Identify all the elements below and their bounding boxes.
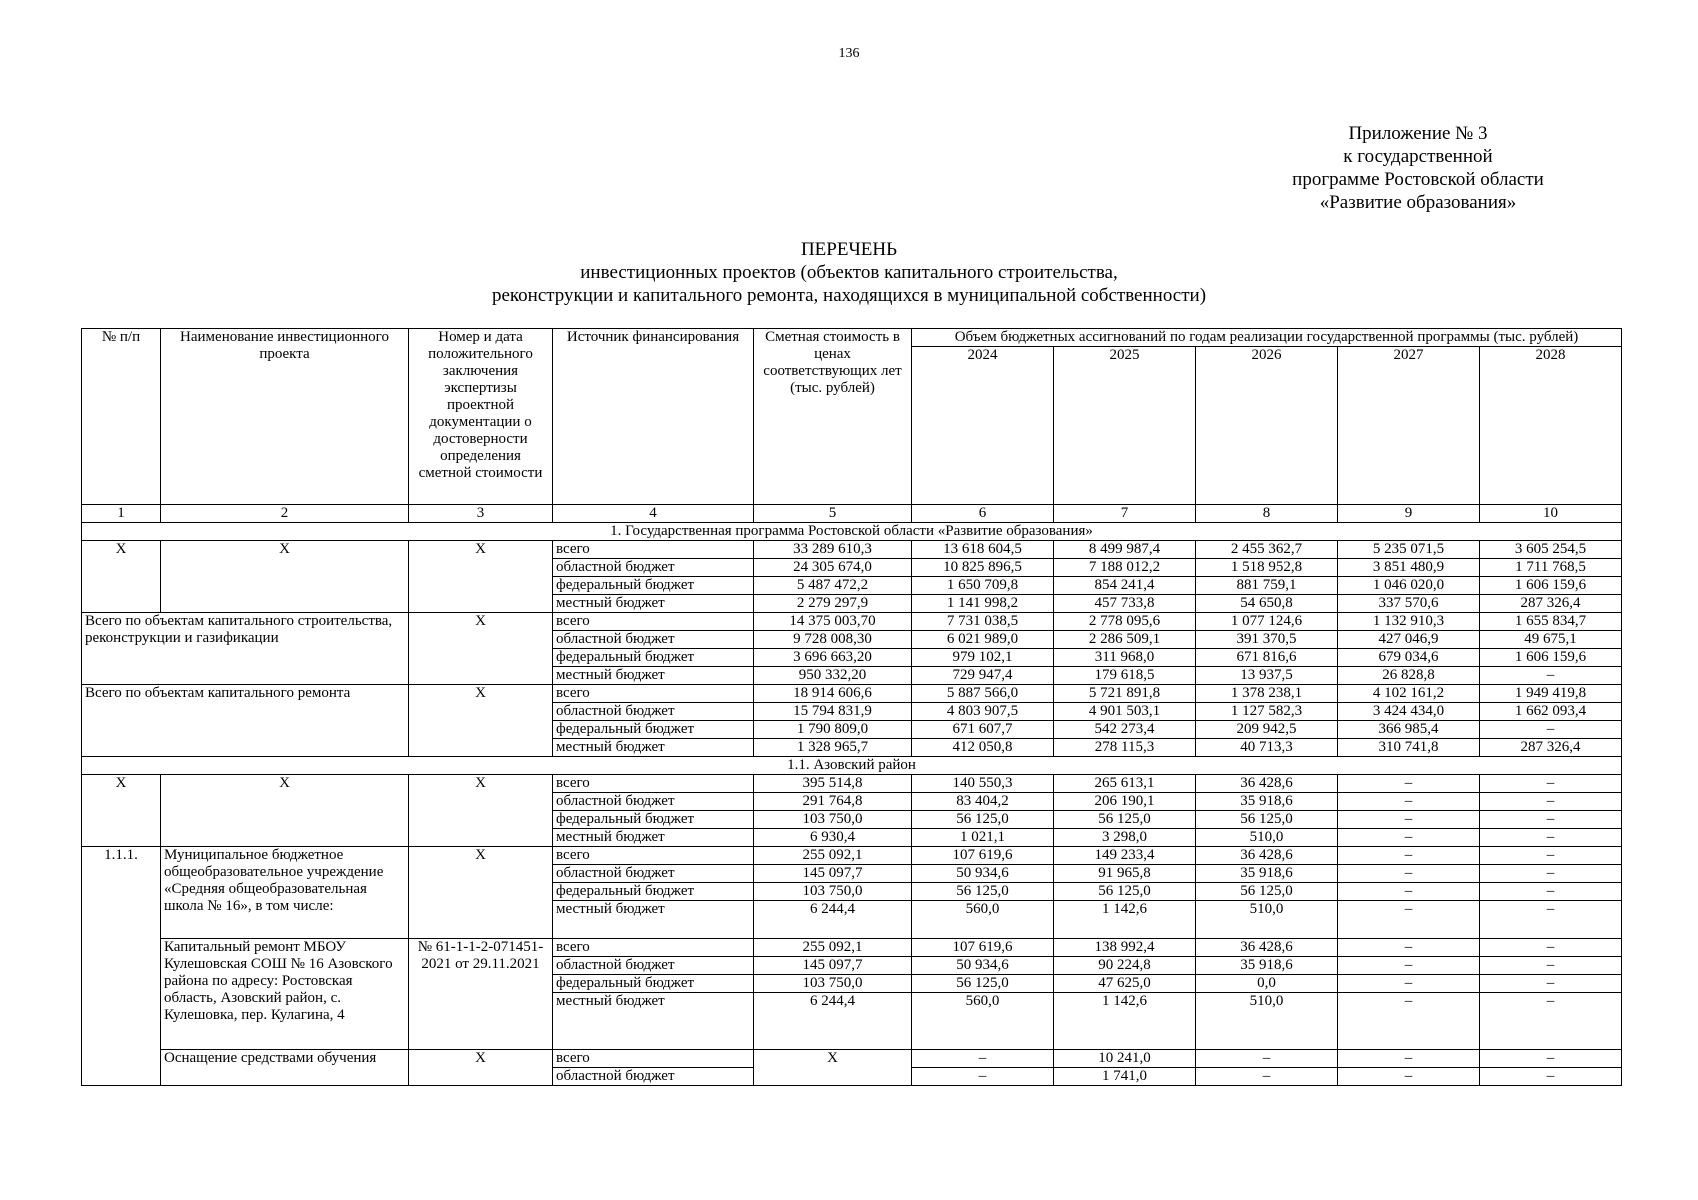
year-value: 671 816,6 bbox=[1196, 649, 1338, 667]
year-value: 35 918,6 bbox=[1196, 865, 1338, 883]
year-value: – bbox=[1196, 1068, 1338, 1086]
year-value: – bbox=[1338, 1050, 1480, 1068]
year-value: – bbox=[1480, 829, 1622, 847]
year-value: 542 273,4 bbox=[1054, 721, 1196, 739]
year-value: 510,0 bbox=[1196, 993, 1338, 1050]
year-value: – bbox=[1338, 829, 1480, 847]
year-value: 4 901 503,1 bbox=[1054, 703, 1196, 721]
project-name: Всего по объектам капитального строительства, реконструкции и газификации bbox=[82, 613, 409, 685]
investment-projects-table bbox=[81, 328, 1622, 1086]
funding-source: всего bbox=[553, 847, 754, 865]
cost-value: X bbox=[754, 1050, 912, 1086]
cost-value: 3 696 663,20 bbox=[754, 649, 912, 667]
cost-value: 103 750,0 bbox=[754, 811, 912, 829]
year-value: – bbox=[1338, 901, 1480, 939]
year-value: 56 125,0 bbox=[912, 883, 1054, 901]
appendix-line: «Развитие образования» bbox=[1319, 192, 1517, 213]
year-value: 1 662 093,4 bbox=[1480, 703, 1622, 721]
year-value: 2 286 509,1 bbox=[1054, 631, 1196, 649]
funding-source: федеральный бюджет bbox=[553, 883, 754, 901]
year-value: – bbox=[1338, 939, 1480, 957]
column-number: 8 bbox=[1196, 505, 1338, 523]
year-value: 1 606 159,6 bbox=[1480, 577, 1622, 595]
project-name: Капитальный ремонт МБОУ Кулешовская СОШ № 16 Азовского района по адресу: Ростовская область, Азовский район, с. Кулешовка, пер. Кулагина, 4 bbox=[161, 939, 409, 1050]
year-value: 391 370,5 bbox=[1196, 631, 1338, 649]
expertise-info: X bbox=[409, 613, 553, 685]
year-value: 47 625,0 bbox=[1054, 975, 1196, 993]
year-value: – bbox=[1480, 993, 1622, 1050]
year-value: – bbox=[1338, 793, 1480, 811]
year-value: – bbox=[1338, 865, 1480, 883]
cost-value: 1 328 965,7 bbox=[754, 739, 912, 757]
year-value: – bbox=[1480, 721, 1622, 739]
year-value: 729 947,4 bbox=[912, 667, 1054, 685]
year-value: 5 235 071,5 bbox=[1338, 541, 1480, 559]
cost-value: 9 728 008,30 bbox=[754, 631, 912, 649]
year-value: 209 942,5 bbox=[1196, 721, 1338, 739]
project-name: Всего по объектам капитального ремонта bbox=[82, 685, 409, 757]
year-value: 278 115,3 bbox=[1054, 739, 1196, 757]
year-value: 13 618 604,5 bbox=[912, 541, 1054, 559]
expertise-info: № 61-1-1-2-071451-2021 от 29.11.2021 bbox=[409, 939, 553, 1050]
cost-value: 395 514,8 bbox=[754, 775, 912, 793]
expertise-info: X bbox=[409, 685, 553, 757]
column-number: 6 bbox=[912, 505, 1054, 523]
year-value: 0,0 bbox=[1196, 975, 1338, 993]
year-value: 3 605 254,5 bbox=[1480, 541, 1622, 559]
year-value: 5 721 891,8 bbox=[1054, 685, 1196, 703]
year-value: – bbox=[1196, 1050, 1338, 1068]
row-num: 1.1.1. bbox=[82, 847, 161, 1086]
year-value: 1 046 020,0 bbox=[1338, 577, 1480, 595]
year-value: 56 125,0 bbox=[1196, 883, 1338, 901]
year-value: – bbox=[1338, 775, 1480, 793]
cost-value: 255 092,1 bbox=[754, 939, 912, 957]
cost-value: 5 487 472,2 bbox=[754, 577, 912, 595]
year-value: 56 125,0 bbox=[912, 975, 1054, 993]
appendix-line: Приложение № 3 bbox=[1348, 123, 1488, 144]
cost-value: 255 092,1 bbox=[754, 847, 912, 865]
column-number: 1 bbox=[82, 505, 161, 523]
expertise-info: X bbox=[409, 541, 553, 613]
page-number: 136 bbox=[838, 46, 860, 61]
cost-value: 103 750,0 bbox=[754, 975, 912, 993]
cost-value: 33 289 610,3 bbox=[754, 541, 912, 559]
year-value: 1 518 952,8 bbox=[1196, 559, 1338, 577]
cost-value: 15 794 831,9 bbox=[754, 703, 912, 721]
header-name: Наименование инвестиционного проекта bbox=[161, 329, 409, 505]
project-name: X bbox=[161, 775, 409, 847]
year-value: 36 428,6 bbox=[1196, 939, 1338, 957]
funding-source: федеральный бюджет bbox=[553, 975, 754, 993]
funding-source: местный бюджет bbox=[553, 901, 754, 939]
year-value: 56 125,0 bbox=[1054, 811, 1196, 829]
year-value: 49 675,1 bbox=[1480, 631, 1622, 649]
year-value: – bbox=[1480, 975, 1622, 993]
funding-source: областной бюджет bbox=[553, 559, 754, 577]
year-value: 366 985,4 bbox=[1338, 721, 1480, 739]
year-value: – bbox=[1338, 975, 1480, 993]
year-value: 4 803 907,5 bbox=[912, 703, 1054, 721]
year-value: 10 825 896,5 bbox=[912, 559, 1054, 577]
funding-source: областной бюджет bbox=[553, 1068, 754, 1086]
year-value: – bbox=[1480, 957, 1622, 975]
funding-source: областной бюджет bbox=[553, 703, 754, 721]
year-value: 7 731 038,5 bbox=[912, 613, 1054, 631]
year-value: 2 778 095,6 bbox=[1054, 613, 1196, 631]
year-value: – bbox=[1480, 793, 1622, 811]
year-value: 287 326,4 bbox=[1480, 739, 1622, 757]
year-value: 26 828,8 bbox=[1338, 667, 1480, 685]
year-value: 54 650,8 bbox=[1196, 595, 1338, 613]
year-value: 13 937,5 bbox=[1196, 667, 1338, 685]
year-value: 1 378 238,1 bbox=[1196, 685, 1338, 703]
year-value: 854 241,4 bbox=[1054, 577, 1196, 595]
title-line: инвестиционных проектов (объектов капитального строительства, bbox=[580, 262, 1118, 283]
year-value: – bbox=[1480, 865, 1622, 883]
year-value: 510,0 bbox=[1196, 901, 1338, 939]
cost-value: 1 790 809,0 bbox=[754, 721, 912, 739]
year-value: 1 141 998,2 bbox=[912, 595, 1054, 613]
year-value: 40 713,3 bbox=[1196, 739, 1338, 757]
year-value: 7 188 012,2 bbox=[1054, 559, 1196, 577]
appendix-line: к государственной bbox=[1343, 146, 1493, 167]
appendix-line: программе Ростовской области bbox=[1292, 169, 1544, 190]
year-value: 1 741,0 bbox=[1054, 1068, 1196, 1086]
year-value: 107 619,6 bbox=[912, 847, 1054, 865]
row-num: X bbox=[82, 775, 161, 847]
cost-value: 14 375 003,70 bbox=[754, 613, 912, 631]
year-value: 140 550,3 bbox=[912, 775, 1054, 793]
year-value: – bbox=[1480, 1068, 1622, 1086]
year-value: 1 711 768,5 bbox=[1480, 559, 1622, 577]
header-year: 2028 bbox=[1480, 347, 1622, 505]
header-cost: Сметная стоимость в ценах соответствующих лет (тыс. рублей) bbox=[754, 329, 912, 505]
year-value: 36 428,6 bbox=[1196, 775, 1338, 793]
year-value: – bbox=[1338, 957, 1480, 975]
funding-source: местный бюджет bbox=[553, 739, 754, 757]
year-value: 560,0 bbox=[912, 901, 1054, 939]
cost-value: 103 750,0 bbox=[754, 883, 912, 901]
year-value: – bbox=[1338, 1068, 1480, 1086]
cost-value: 2 279 297,9 bbox=[754, 595, 912, 613]
header-year: 2024 bbox=[912, 347, 1054, 505]
year-value: 457 733,8 bbox=[1054, 595, 1196, 613]
column-number: 10 bbox=[1480, 505, 1622, 523]
funding-source: всего bbox=[553, 541, 754, 559]
document-title bbox=[0, 238, 1698, 307]
year-value: 560,0 bbox=[912, 993, 1054, 1050]
year-value: – bbox=[1338, 993, 1480, 1050]
column-number: 4 bbox=[553, 505, 754, 523]
expertise-info: X bbox=[409, 847, 553, 939]
year-value: 56 125,0 bbox=[1054, 883, 1196, 901]
expertise-info: X bbox=[409, 775, 553, 847]
year-value: 36 428,6 bbox=[1196, 847, 1338, 865]
appendix-note bbox=[1248, 122, 1588, 214]
funding-source: областной бюджет bbox=[553, 631, 754, 649]
funding-source: федеральный бюджет bbox=[553, 649, 754, 667]
year-value: 83 404,2 bbox=[912, 793, 1054, 811]
funding-source: федеральный бюджет bbox=[553, 721, 754, 739]
column-number: 9 bbox=[1338, 505, 1480, 523]
year-value: 50 934,6 bbox=[912, 865, 1054, 883]
section-heading: 1.1. Азовский район bbox=[82, 757, 1622, 775]
section-heading: 1. Государственная программа Ростовской области «Развитие образования» bbox=[82, 523, 1622, 541]
funding-source: местный бюджет bbox=[553, 993, 754, 1050]
funding-source: местный бюджет bbox=[553, 595, 754, 613]
year-value: – bbox=[1480, 939, 1622, 957]
year-value: 265 613,1 bbox=[1054, 775, 1196, 793]
year-value: – bbox=[1480, 667, 1622, 685]
header-year: 2027 bbox=[1338, 347, 1480, 505]
year-value: 679 034,6 bbox=[1338, 649, 1480, 667]
year-value: 1 132 910,3 bbox=[1338, 613, 1480, 631]
year-value: – bbox=[1480, 775, 1622, 793]
cost-value: 291 764,8 bbox=[754, 793, 912, 811]
year-value: 206 190,1 bbox=[1054, 793, 1196, 811]
header-expertise: Номер и дата положительного заключения экспертизы проектной документации о достоверности определения сметной стоимости bbox=[409, 329, 553, 505]
funding-source: всего bbox=[553, 939, 754, 957]
year-value: 412 050,8 bbox=[912, 739, 1054, 757]
year-value: 1 142,6 bbox=[1054, 901, 1196, 939]
year-value: 1 949 419,8 bbox=[1480, 685, 1622, 703]
year-value: – bbox=[1338, 811, 1480, 829]
year-value: 1 021,1 bbox=[912, 829, 1054, 847]
year-value: 6 021 989,0 bbox=[912, 631, 1054, 649]
project-name: X bbox=[161, 541, 409, 613]
expertise-info: X bbox=[409, 1050, 553, 1086]
year-value: 56 125,0 bbox=[1196, 811, 1338, 829]
row-num: X bbox=[82, 541, 161, 613]
year-value: 1 655 834,7 bbox=[1480, 613, 1622, 631]
cost-value: 6 244,4 bbox=[754, 901, 912, 939]
title-line: ПЕРЕЧЕНЬ bbox=[800, 239, 898, 260]
project-name: Оснащение средствами обучения bbox=[161, 1050, 409, 1086]
cost-value: 24 305 674,0 bbox=[754, 559, 912, 577]
funding-source: федеральный бюджет bbox=[553, 811, 754, 829]
funding-source: местный бюджет bbox=[553, 667, 754, 685]
year-value: – bbox=[1480, 811, 1622, 829]
year-value: 1 606 159,6 bbox=[1480, 649, 1622, 667]
funding-source: областной бюджет bbox=[553, 865, 754, 883]
year-value: 337 570,6 bbox=[1338, 595, 1480, 613]
year-value: – bbox=[1338, 847, 1480, 865]
funding-source: всего bbox=[553, 1050, 754, 1068]
year-value: 287 326,4 bbox=[1480, 595, 1622, 613]
year-value: 50 934,6 bbox=[912, 957, 1054, 975]
year-value: 671 607,7 bbox=[912, 721, 1054, 739]
title-line: реконструкции и капитального ремонта, находящихся в муниципальной собственности) bbox=[491, 285, 1207, 306]
year-value: 3 298,0 bbox=[1054, 829, 1196, 847]
header-num: № п/п bbox=[82, 329, 161, 505]
header-year: 2026 bbox=[1196, 347, 1338, 505]
year-value: 881 759,1 bbox=[1196, 577, 1338, 595]
funding-source: всего bbox=[553, 685, 754, 703]
year-value: – bbox=[1338, 883, 1480, 901]
year-value: – bbox=[1480, 883, 1622, 901]
year-value: 1 650 709,8 bbox=[912, 577, 1054, 595]
column-number: 2 bbox=[161, 505, 409, 523]
year-value: 10 241,0 bbox=[1054, 1050, 1196, 1068]
cost-value: 18 914 606,6 bbox=[754, 685, 912, 703]
funding-source: областной бюджет bbox=[553, 793, 754, 811]
year-value: – bbox=[1480, 847, 1622, 865]
year-value: 35 918,6 bbox=[1196, 957, 1338, 975]
year-value: 149 233,4 bbox=[1054, 847, 1196, 865]
header-budget-group: Объем бюджетных ассигнований по годам реализации государственной программы (тыс. рублей) bbox=[912, 329, 1622, 347]
year-value: 1 142,6 bbox=[1054, 993, 1196, 1050]
funding-source: всего bbox=[553, 613, 754, 631]
year-value: 2 455 362,7 bbox=[1196, 541, 1338, 559]
year-value: – bbox=[912, 1068, 1054, 1086]
year-value: 91 965,8 bbox=[1054, 865, 1196, 883]
year-value: 310 741,8 bbox=[1338, 739, 1480, 757]
header-year: 2025 bbox=[1054, 347, 1196, 505]
year-value: 8 499 987,4 bbox=[1054, 541, 1196, 559]
cost-value: 6 244,4 bbox=[754, 993, 912, 1050]
column-number: 7 bbox=[1054, 505, 1196, 523]
cost-value: 6 930,4 bbox=[754, 829, 912, 847]
column-number: 3 bbox=[409, 505, 553, 523]
year-value: 979 102,1 bbox=[912, 649, 1054, 667]
year-value: 35 918,6 bbox=[1196, 793, 1338, 811]
year-value: 5 887 566,0 bbox=[912, 685, 1054, 703]
year-value: – bbox=[1480, 901, 1622, 939]
year-value: 1 077 124,6 bbox=[1196, 613, 1338, 631]
year-value: – bbox=[1480, 1050, 1622, 1068]
column-number: 5 bbox=[754, 505, 912, 523]
year-value: – bbox=[912, 1050, 1054, 1068]
year-value: 1 127 582,3 bbox=[1196, 703, 1338, 721]
cost-value: 145 097,7 bbox=[754, 865, 912, 883]
year-value: 510,0 bbox=[1196, 829, 1338, 847]
year-value: 56 125,0 bbox=[912, 811, 1054, 829]
project-name: Муниципальное бюджетное общеобразовательное учреждение «Средняя общеобразовательная школа № 16», в том числе: bbox=[161, 847, 409, 939]
funding-source: федеральный бюджет bbox=[553, 577, 754, 595]
header-source: Источник финансирования bbox=[553, 329, 754, 505]
year-value: 179 618,5 bbox=[1054, 667, 1196, 685]
year-value: 90 224,8 bbox=[1054, 957, 1196, 975]
year-value: 311 968,0 bbox=[1054, 649, 1196, 667]
year-value: 3 851 480,9 bbox=[1338, 559, 1480, 577]
funding-source: местный бюджет bbox=[553, 829, 754, 847]
year-value: 427 046,9 bbox=[1338, 631, 1480, 649]
year-value: 107 619,6 bbox=[912, 939, 1054, 957]
year-value: 138 992,4 bbox=[1054, 939, 1196, 957]
funding-source: областной бюджет bbox=[553, 957, 754, 975]
funding-source: всего bbox=[553, 775, 754, 793]
cost-value: 950 332,20 bbox=[754, 667, 912, 685]
year-value: 4 102 161,2 bbox=[1338, 685, 1480, 703]
cost-value: 145 097,7 bbox=[754, 957, 912, 975]
year-value: 3 424 434,0 bbox=[1338, 703, 1480, 721]
